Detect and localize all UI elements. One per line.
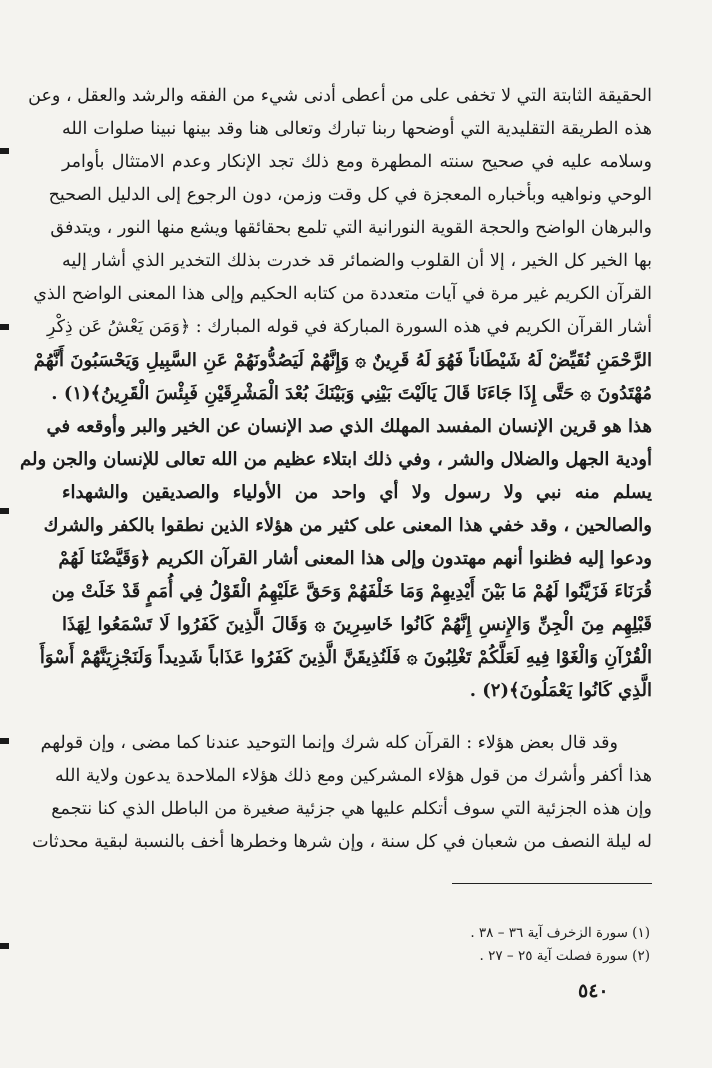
body-line: وإن هذه الجزئية التي سوف أتكلم عليها هي جزئية صغيرة من الباطل الذي كنا نتجمع [51, 799, 652, 819]
quran-line: قَبْلِهِم مِنَ الْجِنِّ وَالإِنسِ إِنَّهُمْ كَانُوا خَاسِرِينَ ۞ وَقَالَ الَّذِينَ كَفَرُوا لَا تَسْمَعُوا لِهَذَا [62, 614, 652, 635]
page-body [19, 80, 652, 859]
margin-mark [0, 324, 9, 330]
quran-line: مُهْتَدُونَ ۞ حَتَّى إِذَا جَاءَنَا قَالَ يَالَيْتَ بَيْنِي وَبَيْنَكَ بُعْدَ الْمَشْرِقَيْنِ فَبِئْسَ الْقَرِينُ﴾(١) . [51, 383, 652, 404]
body-line: وسلامه عليه في صحيح سنته المطهرة ومع ذلك تجد الإنكار وعدم الامتثال بأوامر [62, 152, 652, 172]
body-line: بها الخير كل الخير ، إلا أن القلوب والضمائر قد خدرت بذلك التخدير الذي أشار إليه [62, 251, 652, 271]
body-line: أودية الجهل والضلال والشر ، وفي ذلك ابتلاء عظيم من الله تعالى للإنسان والجن ولم [19, 449, 652, 470]
margin-mark [0, 508, 9, 514]
body-line: ودعوا إليه فظنوا أنهم مهتدون وإلى هذا المعنى أشار القرآن الكريم ﴿وَقَيَّضْنَا لَهُمْ [58, 548, 652, 569]
margin-mark [0, 148, 9, 154]
body-line: الحقيقة الثابتة التي لا تخفى على من أعطى أدنى شيء من الفقه والرشد والعقل ، وعن [28, 86, 652, 106]
body-line: الوحي ونواهيه وبأخباره المعجزة في كل وقت وزمن، دون الرجوع إلى الدليل الصحيح [48, 185, 652, 205]
footnote-separator [452, 883, 652, 884]
quran-line: الْقُرْآنِ وَالْغَوْا فِيهِ لَعَلَّكُمْ تَغْلِبُونَ ۞ فَلَنُذِيقَنَّ الَّذِينَ كَفَرُوا عَذَاباً شَدِيداً وَلَنَجْزِيَنَّهُمْ أَسْوَأَ [39, 647, 652, 668]
quran-line: الرَّحْمَنِ نُقَيِّضْ لَهُ شَيْطَاناً فَهُوَ لَهُ قَرِينٌ ۞ وَإِنَّهُمْ لَيَصُدُّونَهُمْ عَنِ السَّبِيلِ وَيَحْسَبُونَ أَنَّهُمْ [33, 350, 652, 371]
footnote-2: (٢) سورة فصلت آية ٢٥ – ٢٧ . [479, 948, 650, 964]
body-line: القرآن الكريم غير مرة في آيات متعددة من كتابه الحكيم وإلى هذا المعنى الواضح الذي [33, 284, 652, 304]
body-line: هذا أكفر وأشرك من قول هؤلاء المشركين ومع ذلك هؤلاء الملاحدة يدعون ولاية الله [54, 766, 652, 786]
footnote-1: (١) سورة الزخرف آية ٣٦ – ٣٨ . [470, 925, 650, 941]
body-line: والصالحين ، وقد خفي هذا المعنى على كثير من هؤلاء الذين نطقوا بالكفر والشرك [43, 515, 652, 536]
body-line: والبرهان الواضح والحجة القوية النورانية التي تلمع بحقائقها ويشع منها النور ، ويتدفق [50, 218, 652, 238]
body-line: وقد قال بعض هؤلاء : القرآن كله شرك وإنما التوحيد عندنا كما مضى ، وإن قولهم [40, 733, 618, 753]
quran-line: الَّذِي كَانُوا يَعْمَلُونَ﴾(٢) . [469, 680, 652, 701]
body-line: هذا هو قرين الإنسان المفسد المهلك الذي صد الإنسان عن الخير والبر وأوقعه في [46, 416, 652, 437]
quran-line: قُرَنَاءَ فَزَيَّنُوا لَهُمْ مَا بَيْنَ أَيْدِيهِمْ وَمَا خَلْفَهُمْ وَحَقَّ عَلَيْهِمُ الْقَوْلُ فِي أُمَمٍ قَدْ خَلَتْ مِن [51, 581, 652, 602]
body-line: هذه الطريقة التقليدية التي أوضحها ربنا تبارك وتعالى هنا وقد بينها نبينا صلوات الله [62, 119, 652, 139]
margin-mark [0, 943, 9, 949]
body-line: أشار القرآن الكريم في هذه السورة المباركة في قوله المبارك : ﴿وَمَن يَعْشُ عَن ذِكْرِ [46, 317, 652, 337]
margin-mark [0, 738, 9, 744]
body-line: له ليلة النصف من شعبان في كل سنة ، وإن شرها وخطرها أخف بالنسبة لبقية محدثات [32, 832, 652, 852]
page-number: ٥٤٠ [578, 980, 609, 1002]
body-line: يسلم منه نبي ولا رسول ولا أي واحد من الأولياء والصديقين والشهداء [62, 482, 652, 503]
